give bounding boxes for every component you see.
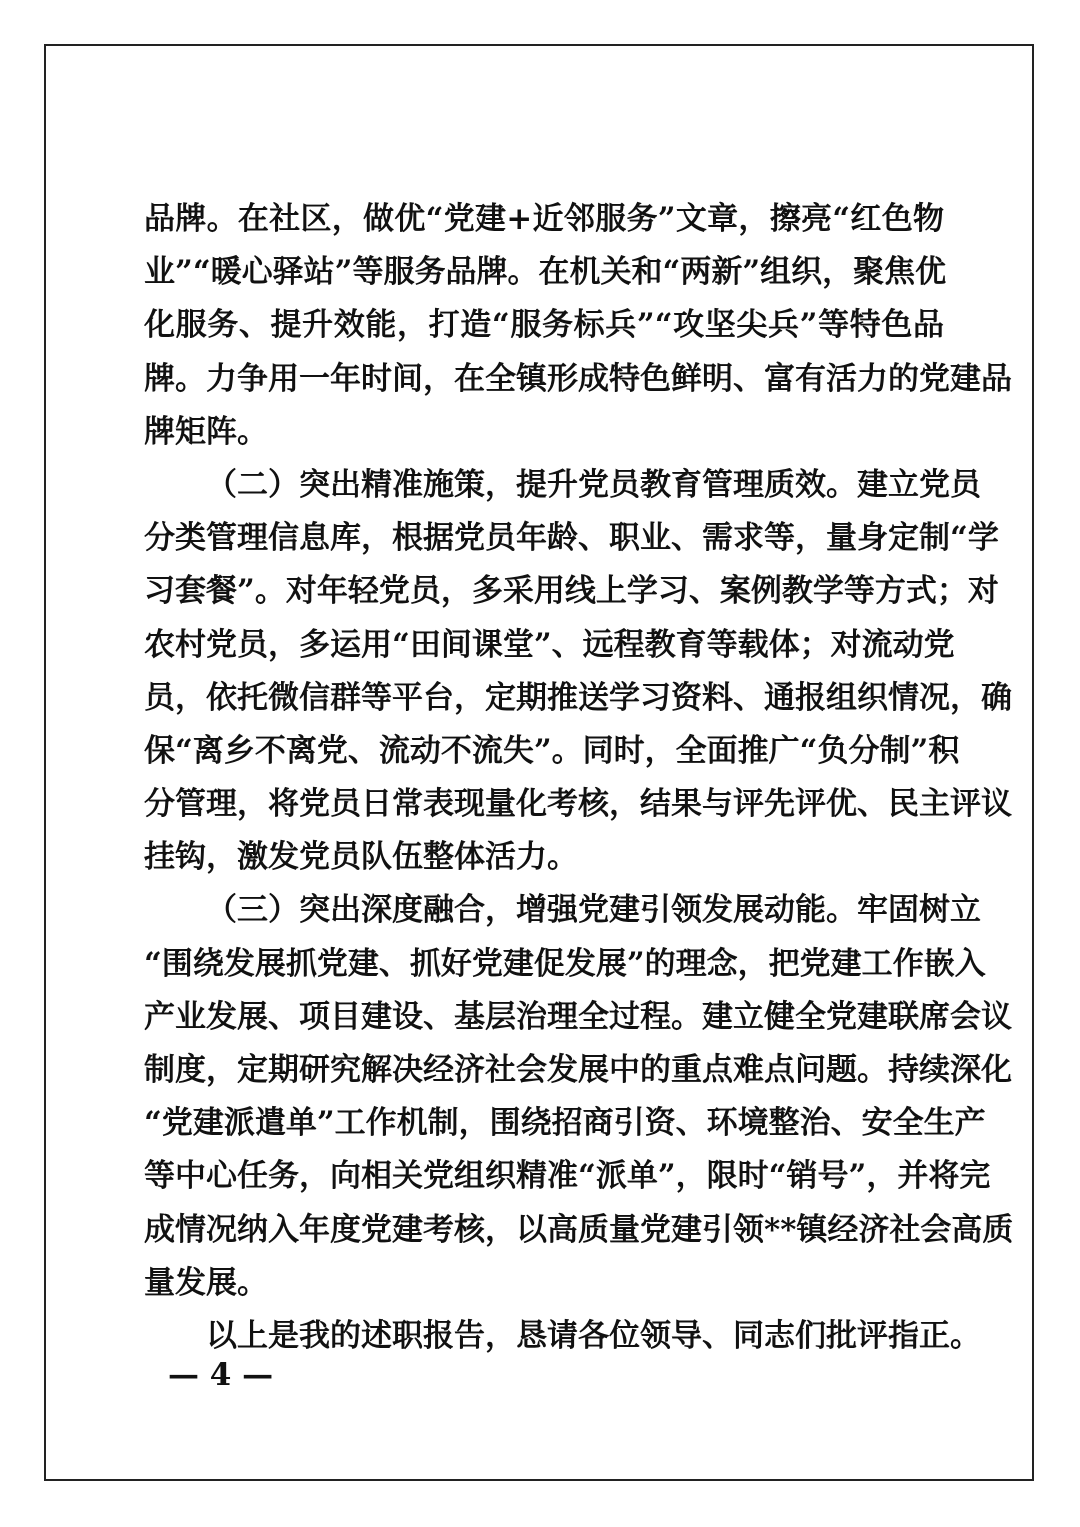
paragraph-2-line-1: （二）突出精准施策，提升党员教育管理质效。建立党员 xyxy=(206,466,981,503)
paragraph-2-line-3: 习套餐”。对年轻党员，多采用线上学习、案例教学等方式；对 xyxy=(144,573,999,610)
paragraph-1-line-4: 牌。力争用一年时间，在全镇形成特色鲜明、富有活力的党建品 xyxy=(144,360,1012,397)
paragraph-2-line-2: 分类管理信息库，根据党员年龄、职业、需求等，量身定制“学 xyxy=(144,520,999,557)
paragraph-1-line-5: 牌矩阵。 xyxy=(144,413,268,450)
paragraph-4-line-1: 以上是我的述职报告，恳请各位领导、同志们批评指正。 xyxy=(206,1317,981,1354)
paragraph-3-line-3: 产业发展、项目建设、基层治理全过程。建立健全党建联席会议 xyxy=(144,998,1012,1035)
page-number: — 4 — xyxy=(168,1357,274,1393)
paragraph-3-line-5: “党建派遣单”工作机制，围绕招商引资、环境整治、安全生产 xyxy=(144,1105,986,1142)
paragraph-3-line-6: 等中心任务，向相关党组织精准“派单”，限时“销号”，并将完 xyxy=(144,1158,991,1195)
paragraph-2-line-5: 员，依托微信群等平台，定期推送学习资料、通报组织情况，确 xyxy=(144,679,1012,716)
paragraph-1-line-1: 品牌。在社区，做优“党建+近邻服务”文章，擦亮“红色物 xyxy=(144,201,944,237)
paragraph-1-line-2: 业”“暖心驿站”等服务品牌。在机关和“两新”组织，聚焦优 xyxy=(144,254,947,291)
paragraph-2-line-8: 挂钩，激发党员队伍整体活力。 xyxy=(144,839,578,876)
document-body xyxy=(144,193,1014,1363)
paragraph-3-line-2: “围绕发展抓党建、抓好党建促发展”的理念，把党建工作嵌入 xyxy=(144,945,986,982)
paragraph-3-line-1: （三）突出深度融合，增强党建引领发展动能。牢固树立 xyxy=(206,892,981,929)
paragraph-3-line-4: 制度，定期研究解决经济社会发展中的重点难点问题。持续深化 xyxy=(144,1052,1012,1088)
paragraph-3-line-8: 量发展。 xyxy=(144,1264,268,1301)
paragraph-2-line-7: 分管理，将党员日常表现量化考核，结果与评先评优、民主评议 xyxy=(144,786,1012,823)
paragraph-3-line-7: 成情况纳入年度党建考核，以高质量党建引领**镇经济社会高质 xyxy=(144,1211,1014,1248)
paragraph-2-line-4: 农村党员，多运用“田间课堂”、远程教育等载体；对流动党 xyxy=(144,626,955,663)
paragraph-2-line-6: 保“离乡不离党、流动不流失”。同时，全面推广“负分制”积 xyxy=(144,732,960,769)
paragraph-1-line-3: 化服务、提升效能，打造“服务标兵”“攻坚尖兵”等特色品 xyxy=(144,307,944,344)
